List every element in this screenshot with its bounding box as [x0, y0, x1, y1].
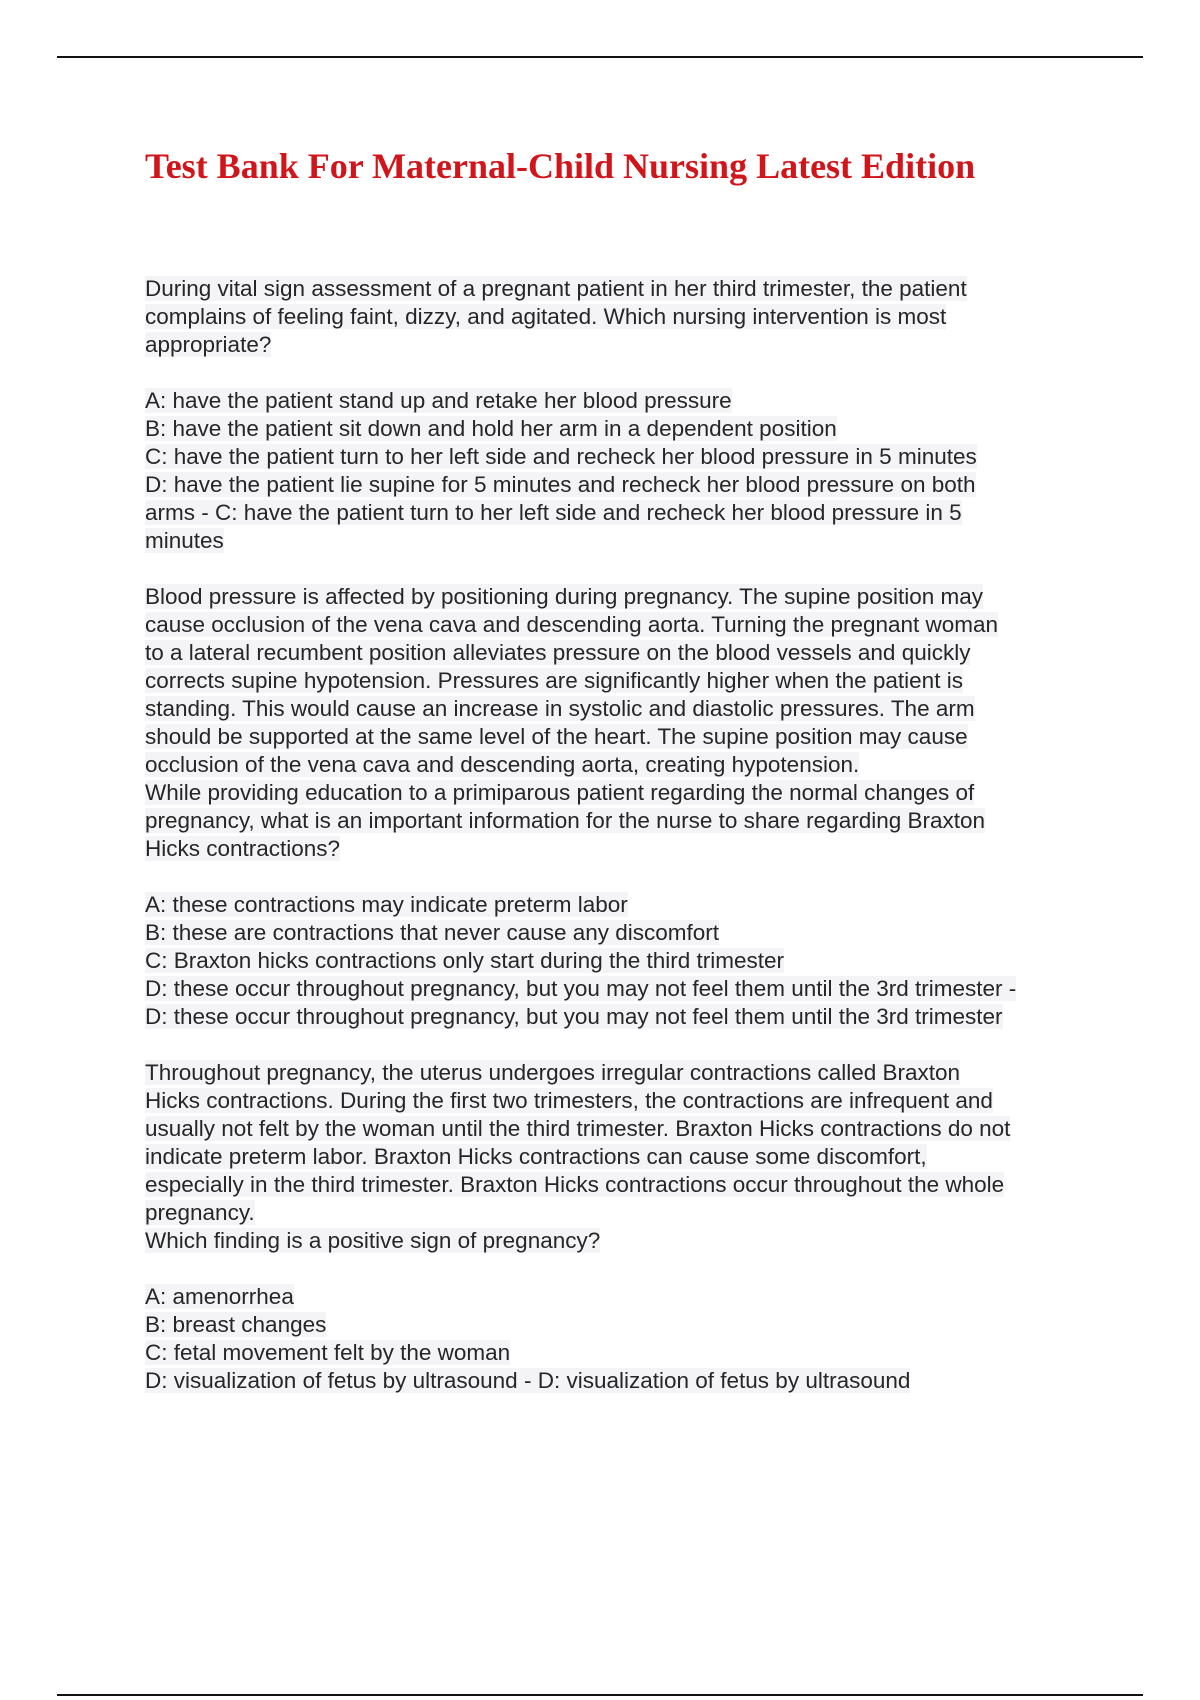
stem-line: While providing education to a primiparous patient regarding the normal changes of	[145, 780, 975, 805]
stem-line: appropriate?	[145, 332, 272, 357]
rationale-line: standing. This would cause an increase in systolic and diastolic pressures. The arm	[145, 696, 975, 721]
stem-line: pregnancy, what is an important information for the nurse to share regarding Braxton	[145, 808, 986, 833]
rationale-line: to a lateral recumbent position alleviates pressure on the blood vessels and quickly	[145, 640, 971, 665]
question-2-options	[145, 891, 1145, 1031]
option-a: A: these contractions may indicate preterm labor	[145, 892, 628, 917]
rationale-line: Blood pressure is affected by positioning during pregnancy. The supine position may	[145, 584, 984, 609]
question-1	[145, 275, 1145, 779]
option-b: B: have the patient sit down and hold her arm in a dependent position	[145, 416, 837, 441]
rationale-line: Hicks contractions. During the first two trimesters, the contractions are infrequent and	[145, 1088, 993, 1113]
stem-line: Which finding is a positive sign of pregnancy?	[145, 1228, 601, 1253]
question-1-options	[145, 387, 1145, 555]
option-d: D: these occur throughout pregnancy, but you may not feel them until the 3rd trimester -	[145, 976, 1017, 1001]
option-d: D: have the patient lie supine for 5 minutes and recheck her blood pressure on both	[145, 472, 976, 497]
question-1-rationale	[145, 583, 1145, 779]
answer-line: D: these occur throughout pregnancy, but you may not feel them until the 3rd trimester	[145, 1004, 1003, 1029]
document-body	[145, 275, 1145, 1395]
rationale-line: indicate preterm labor. Braxton Hicks contractions can cause some discomfort,	[145, 1144, 927, 1169]
question-1-stem	[145, 275, 1145, 359]
rationale-line: Throughout pregnancy, the uterus undergoes irregular contractions called Braxton	[145, 1060, 961, 1085]
rationale-line: occlusion of the vena cava and descending aorta, creating hypotension.	[145, 752, 860, 777]
bottom-rule	[57, 1694, 1143, 1696]
stem-line: complains of feeling faint, dizzy, and agitated. Which nursing intervention is most	[145, 304, 947, 329]
rationale-line: should be supported at the same level of the heart. The supine position may cause	[145, 724, 968, 749]
option-c: C: Braxton hicks contractions only start during the third trimester	[145, 948, 785, 973]
question-2-stem	[145, 779, 1145, 863]
rationale-line: usually not felt by the woman until the third trimester. Braxton Hicks contractions do not	[145, 1116, 1011, 1141]
document-title: Test Bank For Maternal-Child Nursing Latest Edition	[145, 146, 976, 186]
question-3	[145, 1227, 1145, 1395]
option-c: C: have the patient turn to her left side and recheck her blood pressure in 5 minutes	[145, 444, 977, 469]
option-b: B: these are contractions that never cause any discomfort	[145, 920, 720, 945]
option-b: B: breast changes	[145, 1312, 327, 1337]
option-c: C: fetal movement felt by the woman	[145, 1340, 511, 1365]
rationale-line: corrects supine hypotension. Pressures are significantly higher when the patient is	[145, 668, 963, 693]
question-3-options	[145, 1283, 1145, 1395]
rationale-line: pregnancy.	[145, 1200, 255, 1225]
stem-line: Hicks contractions?	[145, 836, 341, 861]
rationale-line: cause occlusion of the vena cava and descending aorta. Turning the pregnant woman	[145, 612, 999, 637]
option-d: D: visualization of fetus by ultrasound - D: visualization of fetus by ultrasound	[145, 1368, 911, 1393]
rationale-line: especially in the third trimester. Braxton Hicks contractions occur throughout the whole	[145, 1172, 1005, 1197]
option-a: A: have the patient stand up and retake her blood pressure	[145, 388, 732, 413]
answer-line: arms - C: have the patient turn to her left side and recheck her blood pressure in 5	[145, 500, 962, 525]
question-2	[145, 779, 1145, 1227]
question-2-rationale	[145, 1059, 1145, 1227]
option-a: A: amenorrhea	[145, 1284, 294, 1309]
stem-line: During vital sign assessment of a pregnant patient in her third trimester, the patient	[145, 276, 967, 301]
question-3-stem	[145, 1227, 1145, 1255]
answer-line: minutes	[145, 528, 224, 553]
top-rule	[57, 56, 1143, 58]
